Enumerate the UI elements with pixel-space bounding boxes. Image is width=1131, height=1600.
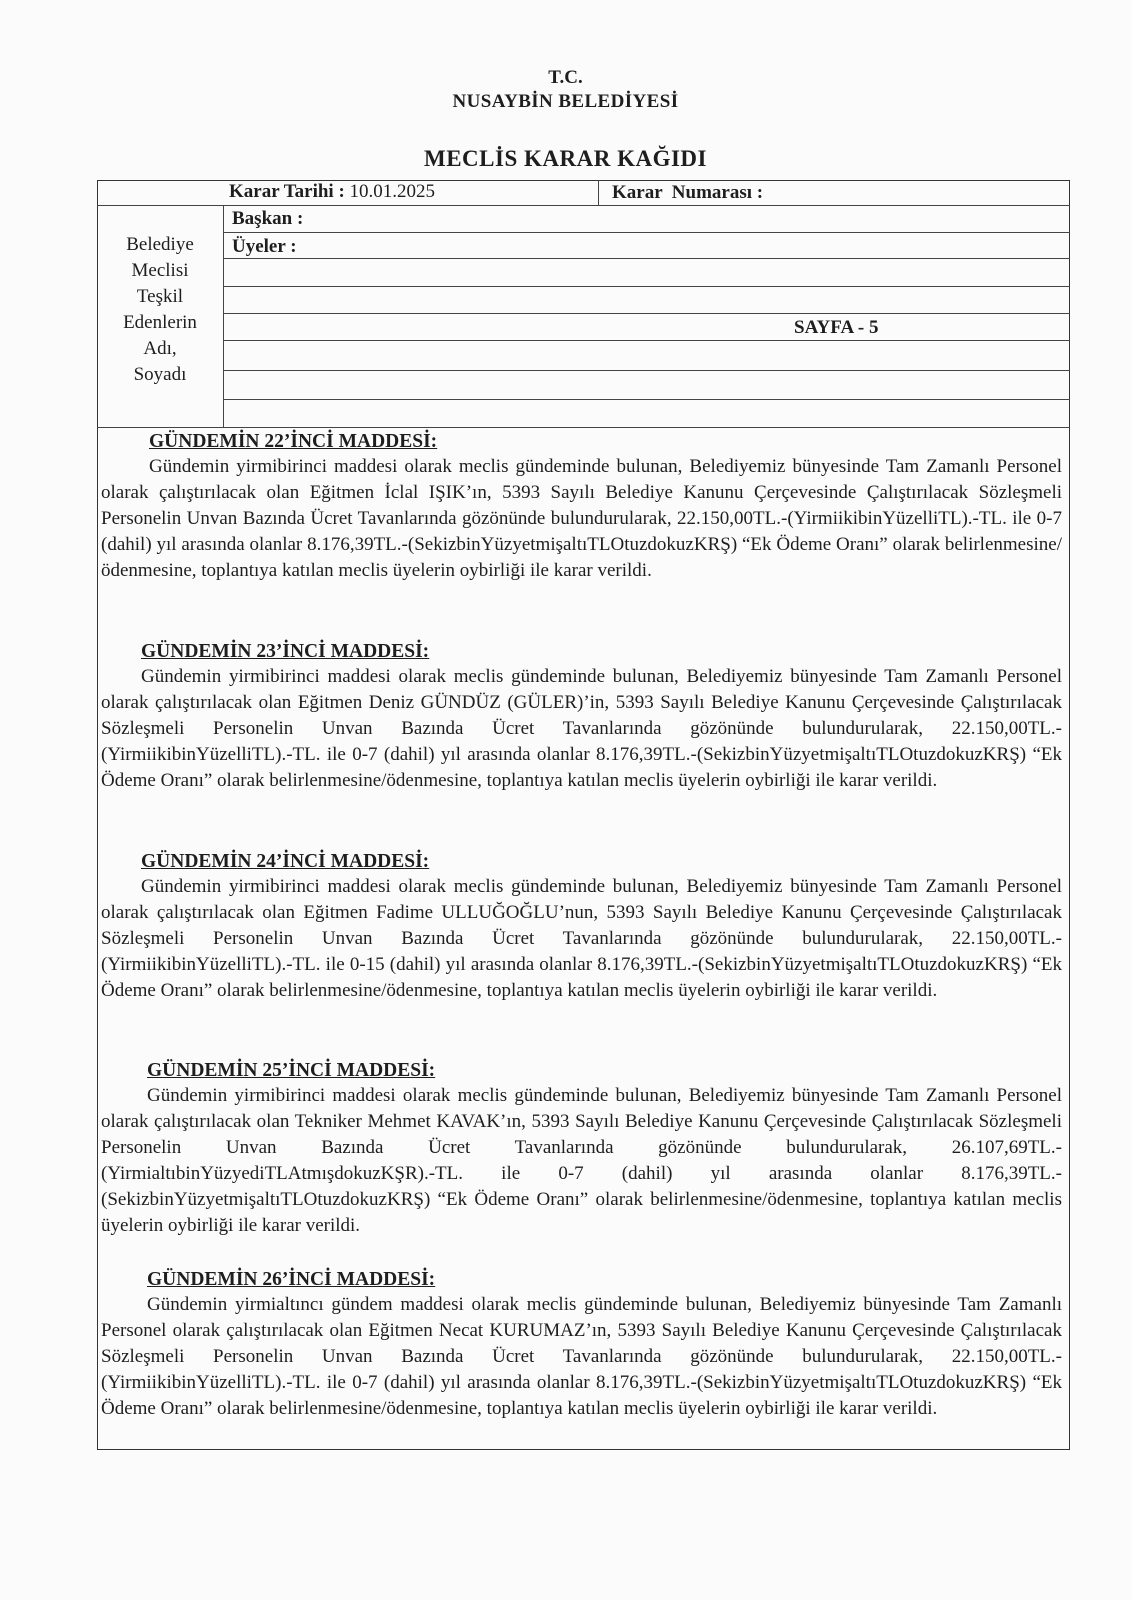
label-line: Meclisi <box>131 260 189 281</box>
agenda-item-body <box>101 454 1062 584</box>
agenda-item-body <box>101 874 1062 1004</box>
chairman-label: Başkan : <box>232 208 304 229</box>
table-divider <box>223 313 1070 314</box>
decision-date-label: Karar Tarihi : <box>229 181 345 202</box>
agenda-item-text: Gündemin yirmibirinci maddesi olarak meclis gündeminde bulunan, Belediyemiz bünyesinde Tam Zamanlı Personel olarak çalıştırılacak olan Eğitmen İclal IŞIK’ın, 5393 Sayılı Belediye Kanunu Çerçevesinde Çalıştırılacak Sözleşmeli Personelin Unvan Bazında Ücret Tavanlarında gözönünde bulundurularak, 22.150,00TL.-(YirmiikibinYüzelliTL).-TL. ile 0-7 (dahil) yıl arasında olanlar 8.176,39TL.-(SekizbinYüzyetmişaltıTLOtuzdokuzKRŞ) “Ek Ödeme Oranı” olarak belirlenmesine/ödenmesine, toplantıya katılan meclis üyelerin oybirliği ile karar verildi. <box>101 456 1062 581</box>
page-number: SAYFA - 5 <box>794 317 879 338</box>
table-divider <box>223 232 1070 233</box>
table-divider <box>223 340 1070 341</box>
members-label: Üyeler : <box>232 236 297 257</box>
agenda-item-heading: GÜNDEMİN 25’İNCİ MADDESİ: <box>147 1060 436 1081</box>
table-divider <box>97 205 1070 206</box>
document-header <box>0 66 1131 114</box>
table-divider <box>598 180 599 205</box>
table-divider <box>223 286 1070 287</box>
label-line: Teşkil <box>136 286 184 307</box>
label-line: Adı, <box>143 338 177 359</box>
agenda-item-text: Gündemin yirmibirinci maddesi olarak meclis gündeminde bulunan, Belediyemiz bünyesinde Tam Zamanlı Personel olarak çalıştırılacak olan Eğitmen Deniz GÜNDÜZ (GÜLER)’in, 5393 Sayılı Belediye Kanunu Çerçevesinde Çalıştırılacak Sözleşmeli Personelin Unvan Bazında Ücret Tavanlarında gözönünde bulundurularak, 22.150,00TL.-(YirmiikibinYüzelliTL).-TL. ile 0-7 (dahil) yıl arasında olanlar 8.176,39TL.-(SekizbinYüzyetmişaltıTLOtuzdokuzKRŞ) “Ek Ödeme Oranı” olarak belirlenmesine/ödenmesine, toplantıya katılan meclis üyelerin oybirliği ile karar verildi. <box>101 666 1062 791</box>
council-members-label <box>100 232 220 388</box>
table-divider <box>223 205 224 427</box>
agenda-item <box>101 1059 1062 1239</box>
agenda-item-heading: GÜNDEMİN 23’İNCİ MADDESİ: <box>141 641 430 662</box>
label-line: Belediye <box>126 234 194 255</box>
label-line: Edenlerin <box>123 312 197 333</box>
agenda-item <box>101 1268 1062 1422</box>
header-municipality: NUSAYBİN BELEDİYESİ <box>452 91 679 112</box>
agenda-item-body <box>101 664 1062 794</box>
label-line: Soyadı <box>133 364 187 385</box>
decision-date-value: 10.01.2025 <box>349 181 436 202</box>
decision-number-label: Karar Numarası : <box>612 182 764 203</box>
table-divider <box>97 427 1070 428</box>
table-divider <box>223 399 1070 400</box>
page-title: MECLİS KARAR KAĞIDI <box>424 146 707 171</box>
header-tc: T.C. <box>548 67 583 88</box>
agenda-item <box>101 850 1062 1004</box>
agenda-item-body <box>101 1292 1062 1422</box>
agenda-item-text: Gündemin yirmibirinci maddesi olarak meclis gündeminde bulunan, Belediyemiz bünyesinde Tam Zamanlı Personel olarak çalıştırılacak olan Eğitmen Fadime ULLUĞOĞLU’nun, 5393 Sayılı Belediye Kanunu Çerçevesinde Çalıştırılacak Sözleşmeli Personelin Unvan Bazında Ücret Tavanlarında gözönünde bulundurularak, 22.150,00TL.-(YirmiikibinYüzelliTL).-TL. ile 0-15 (dahil) yıl arasında olanlar 8.176,39TL.-(SekizbinYüzyetmişaltıTLOtuzdokuzKRŞ) “Ek Ödeme Oranı” olarak belirlenmesine/ödenmesine, toplantıya katılan meclis üyelerin oybirliği ile karar verildi. <box>101 876 1062 1001</box>
agenda-item <box>101 640 1062 794</box>
table-divider <box>223 370 1070 371</box>
agenda-item-text: Gündemin yirmibirinci maddesi olarak meclis gündeminde bulunan, Belediyemiz bünyesinde Tam Zamanlı Personel olarak çalıştırılacak olan Tekniker Mehmet KAVAK’ın, 5393 Sayılı Belediye Kanunu Çerçevesinde Çalıştırılacak Sözleşmeli Personelin Unvan Bazında Ücret Tavanlarında gözönünde bulundurularak, 26.107,69TL.-(YirmialtıbinYüzyediTLAtmışdokuzKŞR).-TL. ile 0-7 (dahil) yıl arasında olanlar 8.176,39TL.-(SekizbinYüzyetmişaltıTLOtuzdokuzKRŞ) “Ek Ödeme Oranı” olarak belirlenmesine/ödenmesine, toplantıya katılan meclis üyelerin oybirliği ile karar verildi. <box>101 1085 1062 1236</box>
decision-date <box>229 181 435 203</box>
agenda-item-heading: GÜNDEMİN 22’İNCİ MADDESİ: <box>149 431 438 452</box>
agenda-item-body <box>101 1083 1062 1239</box>
agenda-item-text: Gündemin yirmialtıncı gündem maddesi olarak meclis gündeminde bulunan, Belediyemiz bünyesinde Tam Zamanlı Personel olarak çalıştırılacak olan Eğitmen Necat KURUMAZ’ın, 5393 Sayılı Belediye Kanunu Çerçevesinde Çalıştırılacak Sözleşmeli Personelin Unvan Bazında Ücret Tavanlarında gözönünde bulundurularak, 22.150,00TL.-(YirmiikibinYüzelliTL).-TL. ile 0-7 (dahil) yıl arasında olanlar 8.176,39TL.-(SekizbinYüzyetmişaltıTLOtuzdokuzKRŞ) “Ek Ödeme Oranı” olarak belirlenmesine/ödenmesine, toplantıya katılan meclis üyelerin oybirliği ile karar verildi. <box>101 1294 1062 1419</box>
agenda-item-heading: GÜNDEMİN 24’İNCİ MADDESİ: <box>141 851 430 872</box>
agenda-item <box>101 430 1062 584</box>
agenda-item-heading: GÜNDEMİN 26’İNCİ MADDESİ: <box>147 1269 436 1290</box>
table-divider <box>223 258 1070 259</box>
